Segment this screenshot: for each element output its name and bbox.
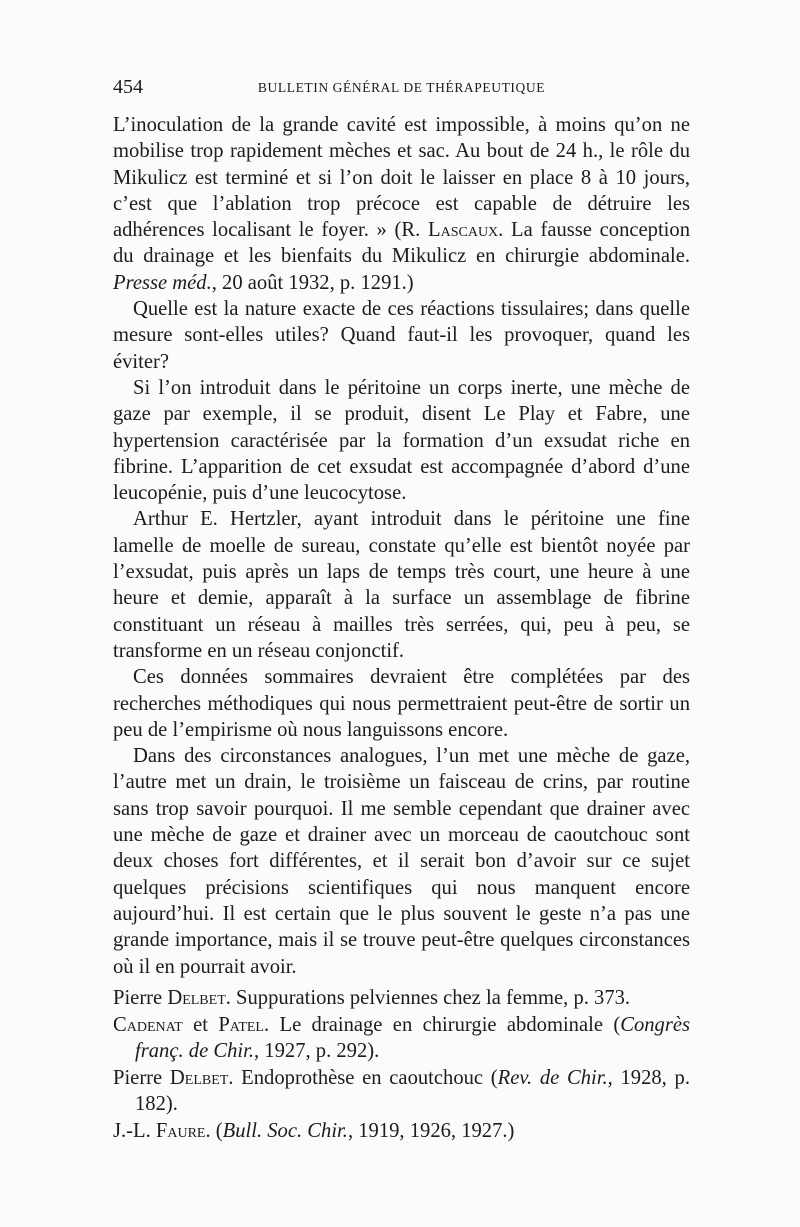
paragraph-5: Ces données sommaires devraient être complétées par des recherches méthodiques qui nous permettraient peut-être de sortir un peu de l’empirisme où nous languissons encore. bbox=[113, 666, 690, 741]
paragraph-6: Dans des circonstances analogues, l’un met une mèche de gaze, l’autre met un drain, le troisième un faisceau de crins, par routine sans trop savoir pourquoi. Il me semble cependant que drainer avec une mèche de gaze et drainer avec un morceau de caoutchouc sont deux choses fort différentes, et il serait bon d’avoir sur ce sujet quelques précisions scientifiques qui nous manquent encore aujourd’hui. Il est certain que le plus souvent le geste n’a pas une grande importance, mais il se trouve peut-être quelques circonstances où il en pourrait avoir. bbox=[113, 745, 690, 978]
paragraph-4: Arthur E. Hertzler, ayant introduit dans le péritoine une fine lamelle de moelle de sureau, constate qu’elle est bientôt noyée par l’exsudat, puis après un laps de temps très court, une heure à une heure et demie, apparaît à la surface un assemblage de fibrine constituant un réseau à mailles très serrées, qui, peu à peu, se transforme en un réseau conjonctif. bbox=[113, 508, 690, 662]
running-title: BULLETIN GÉNÉRAL DE THÉRAPEUTIQUE bbox=[257, 80, 546, 95]
body-text bbox=[113, 112, 690, 980]
reference-item: J.-L. Faure. (Bull. Soc. Chir., 1919, 1926, 1927.) bbox=[113, 1119, 515, 1142]
reference-item: Pierre Delbet. Suppurations pelviennes chez la femme, p. 373. bbox=[113, 987, 631, 1009]
paragraph-3: Si l’on introduit dans le péritoine un corps inerte, une mèche de gaze par exemple, il se produit, disent Le Play et Fabre, une hypertension caractérisée par la formation d’un exsudat riche en fibrine. L’apparition de cet exsudat est accompagnée d’abord d’une leucopénie, puis d’une leucocytose. bbox=[113, 376, 690, 505]
page-header bbox=[113, 76, 690, 100]
reference-item: Cadenat et Patel. Le drainage en chirurgie abdominale (Congrès franç. de Chir., 1927, p. 292). bbox=[113, 1013, 690, 1063]
paragraph-1: L’inoculation de la grande cavité est impossible, à moins qu’on ne mobilise trop rapidement mèches et sac. Au bout de 24 h., le rôle du Mikulicz est terminé et si l’on doit le laisser en place 8 à 10 jours, c’est que l’ablation trop précoce est capable de détruire les adhérences localisant le foyer. » (R. Lascaux. La fausse conception du drainage et les bienfaits du Mikulicz en chirurgie abdominale. Presse méd., 20 août 1932, p. 1291.) bbox=[113, 114, 690, 294]
references bbox=[113, 985, 690, 1145]
page-number: 454 bbox=[113, 76, 143, 98]
journal-title: Presse méd. bbox=[113, 271, 212, 294]
author-name: Lascaux bbox=[428, 219, 499, 242]
reference-item: Pierre Delbet. Endoprothèse en caoutchouc (Rev. de Chir., 1928, p. 182). bbox=[113, 1066, 690, 1116]
paragraph-2: Quelle est la nature exacte de ces réactions tissulaires; dans quelle mesure sont-elles utiles? Quand faut-il les provoquer, quand les éviter? bbox=[113, 298, 690, 373]
